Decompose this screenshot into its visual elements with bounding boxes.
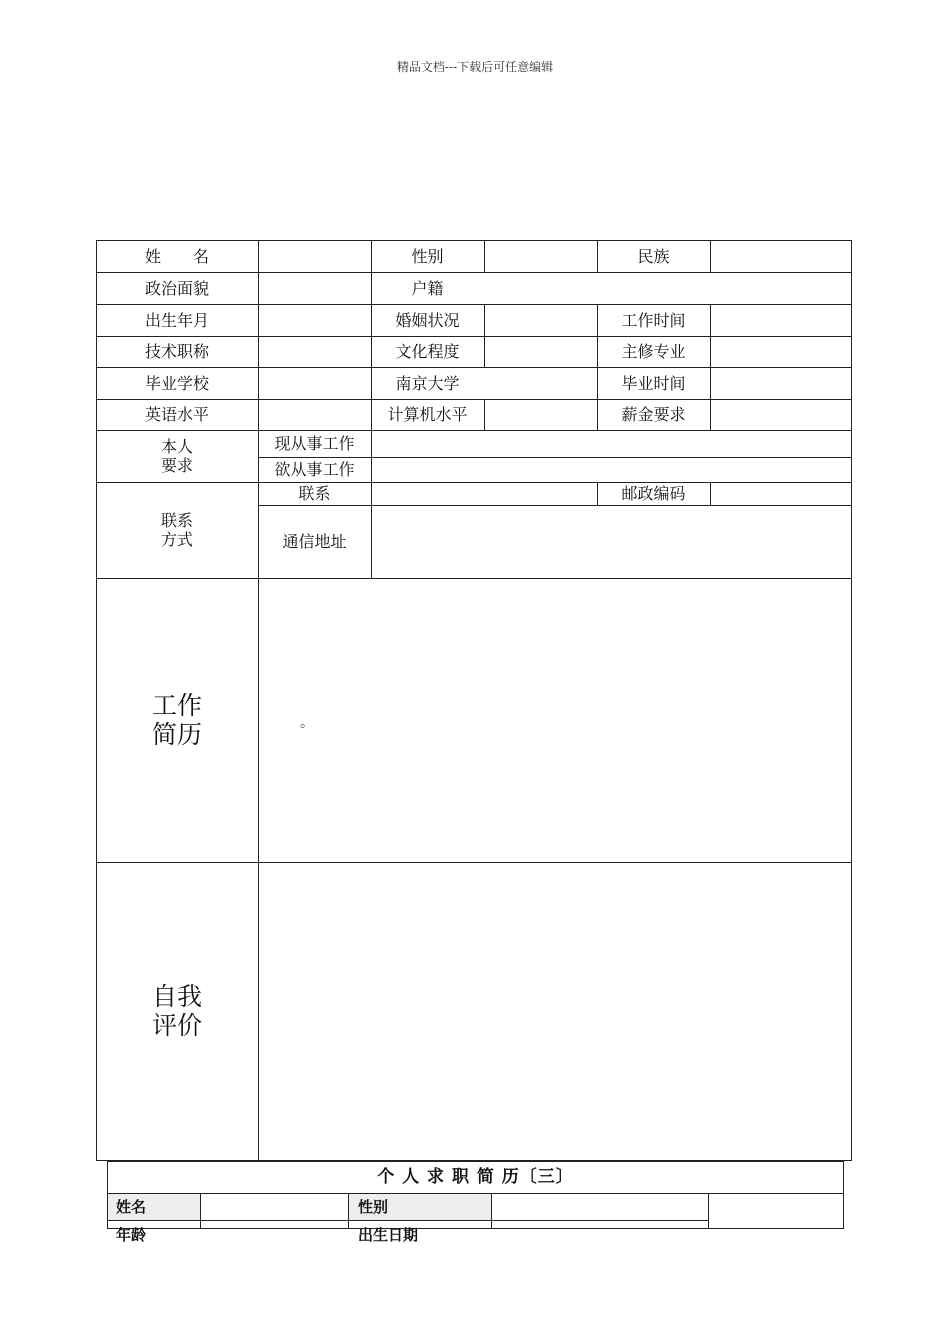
political-field[interactable] xyxy=(258,272,371,304)
postcode-label: 邮政编码 xyxy=(621,484,686,503)
work-history-label xyxy=(96,578,258,862)
form3-gender-field[interactable] xyxy=(492,1194,708,1220)
salary-label: 薪金要求 xyxy=(621,405,686,424)
salary-field[interactable] xyxy=(710,399,851,430)
english-field[interactable] xyxy=(258,399,371,430)
requirements-label xyxy=(96,430,258,482)
ethnicity-field[interactable] xyxy=(710,240,851,272)
form3-name-field[interactable] xyxy=(201,1194,348,1220)
grad-time-label: 毕业时间 xyxy=(621,373,686,393)
school-label: 毕业学校 xyxy=(144,373,209,393)
computer-label: 计算机水平 xyxy=(387,405,468,424)
current-job-label: 现从事工作 xyxy=(274,434,355,453)
english-label: 英语水平 xyxy=(144,405,209,424)
work-history-label-line2: 简历 xyxy=(151,720,202,749)
page-header: 精品文档---下载后可任意编辑 xyxy=(396,60,554,74)
political-label: 政治面貌 xyxy=(144,278,209,298)
ethnicity-label: 民族 xyxy=(637,246,670,266)
work-time-field[interactable] xyxy=(710,304,851,336)
gender-field[interactable] xyxy=(484,240,597,272)
address-field[interactable] xyxy=(371,505,851,578)
work-time-label: 工作时间 xyxy=(621,310,686,330)
marital-field[interactable] xyxy=(484,304,597,336)
birth-label: 出生年月 xyxy=(144,310,209,330)
hukou-label: 户籍 xyxy=(411,278,444,298)
self-eval-field[interactable] xyxy=(258,862,851,1160)
postcode-field[interactable] xyxy=(710,482,851,505)
computer-field[interactable] xyxy=(484,399,597,430)
current-job-field[interactable] xyxy=(371,430,851,457)
school-value[interactable]: 南京大学 xyxy=(395,373,460,393)
gender-label: 性别 xyxy=(411,246,444,266)
desired-job-field[interactable] xyxy=(371,457,851,482)
form3-name-label: 姓名 xyxy=(116,1197,147,1216)
form3-gender-label: 性别 xyxy=(358,1197,389,1216)
hukou-field[interactable] xyxy=(484,272,851,304)
education-label: 文化程度 xyxy=(395,342,460,361)
requirements-label-line1: 本人 xyxy=(160,437,193,456)
title-label: 技术职称 xyxy=(144,342,209,361)
contact-label-line2: 方式 xyxy=(160,530,193,549)
requirements-label-line2: 要求 xyxy=(160,456,193,475)
address-label: 通信地址 xyxy=(282,532,347,551)
birth-field[interactable] xyxy=(258,304,371,336)
self-eval-label-line1: 自我 xyxy=(151,982,202,1011)
self-eval-label xyxy=(96,862,258,1160)
grad-time-field[interactable] xyxy=(710,367,851,399)
phone-field[interactable] xyxy=(371,482,597,505)
major-label: 主修专业 xyxy=(621,342,686,361)
education-field[interactable] xyxy=(484,336,597,367)
title-field[interactable] xyxy=(258,336,371,367)
major-field[interactable] xyxy=(710,336,851,367)
form3-photo-field[interactable] xyxy=(709,1194,843,1228)
work-history-field[interactable] xyxy=(258,578,851,862)
name-field[interactable] xyxy=(258,240,371,272)
form3-title: 个 人 求 职 简 历〔三〕 xyxy=(377,1167,574,1187)
marital-label: 婚姻状况 xyxy=(395,310,460,330)
form3-birth-label: 出生日期 xyxy=(358,1225,419,1244)
desired-job-label: 欲从事工作 xyxy=(274,460,355,479)
self-eval-label-line2: 评价 xyxy=(151,1011,202,1040)
contact-label xyxy=(96,482,258,578)
work-history-content: 。 xyxy=(300,715,314,731)
name-label: 姓 名 xyxy=(144,246,209,266)
work-history-label-line1: 工作 xyxy=(151,691,202,720)
phone-label: 联系 xyxy=(298,484,331,503)
form3-age-label: 年龄 xyxy=(116,1225,147,1244)
contact-label-line1: 联系 xyxy=(160,511,193,530)
